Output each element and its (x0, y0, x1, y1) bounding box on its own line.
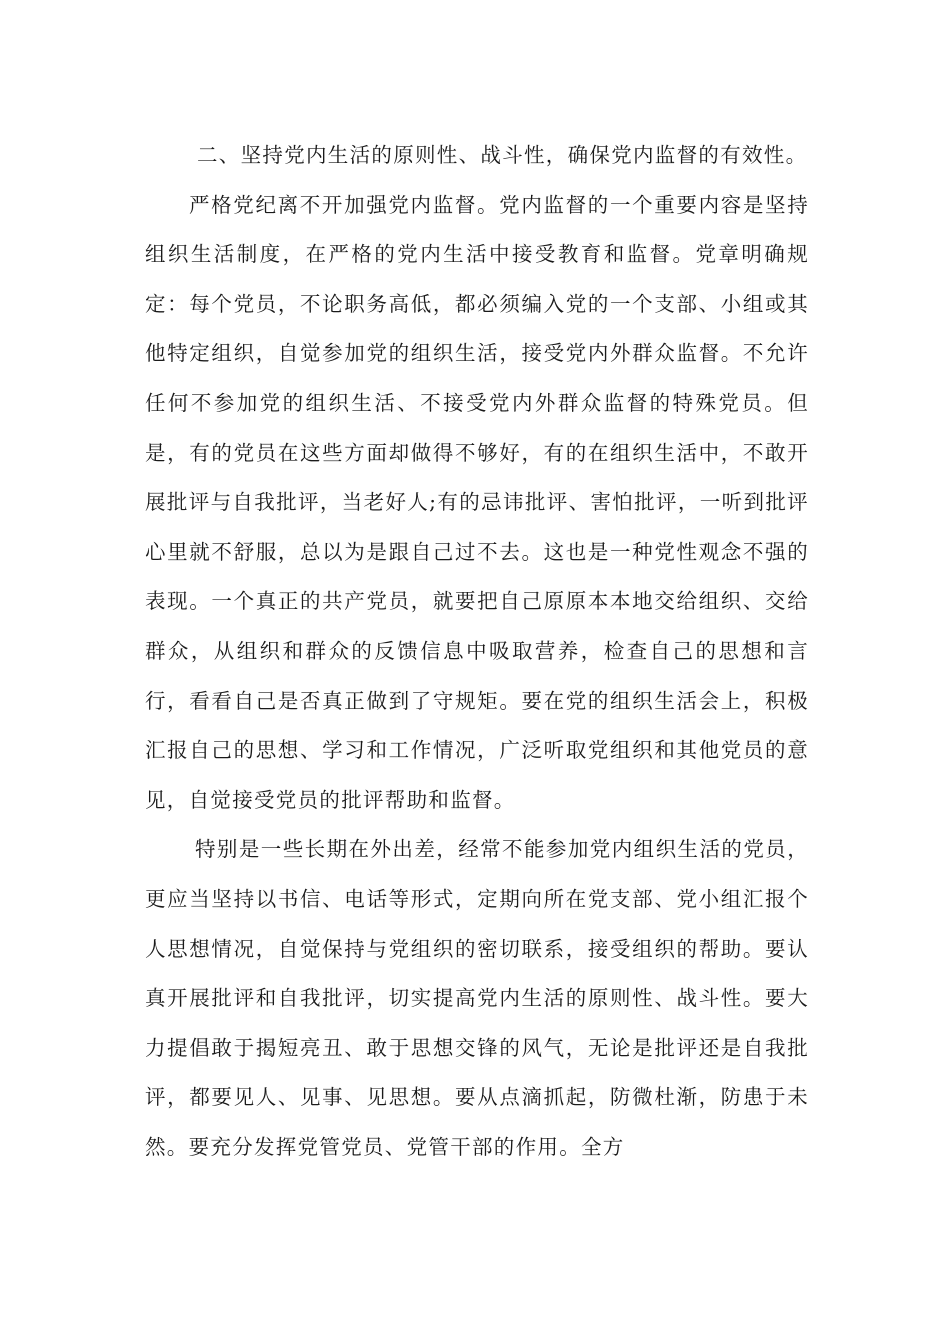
body-paragraph: 严格党纪离不开加强党内监督。党内监督的一个重要内容是坚持组织生活制度，在严格的党内生活中接受教育和监督。党章明确规定：每个党员，不论职务高低，都必须编入党的一个支部、小组或其他特定组织，自觉参加党的组织生活，接受党内外群众监督。不允许任何不参加党的组织生活、不接受党内外群众监督的特殊党员。但是，有的党员在这些方面却做得不够好，有的在组织生活中，不敢开展批评与自我批评，当老好人;有的忌讳批评、害怕批评，一听到批评心里就不舒服，总以为是跟自己过不去。这也是一种党性观念不强的表现。一个真正的共产党员，就要把自己原原本本地交给组织、交给群众，从组织和群众的反馈信息中吸取营养，检查自己的思想和言行，看看自己是否真正做到了守规矩。要在党的组织生活会上，积极汇报自己的思想、学习和工作情况，广泛听取党组织和其他党员的意见，自觉接受党员的批评帮助和监督。 (145, 192, 809, 812)
section-heading: 二、坚持党内生活的原则性、战斗性，确保党内监督的有效性。 (197, 143, 808, 167)
document-body (145, 131, 809, 1172)
body-paragraph: 特别是一些长期在外出差，经常不能参加党内组织生活的党员，更应当坚持以书信、电话等形式，定期向所在党支部、党小组汇报个人思想情况，自觉保持与党组织的密切联系，接受组织的帮助。要认真开展批评和自我批评，切实提高党内生活的原则性、战斗性。要大力提倡敢于揭短亮丑、敢于思想交锋的风气，无论是批评还是自我批评，都要见人、见事、见思想。要从点滴抓起，防微杜渐，防患于未然。要充分发挥党管党员、党管干部的作用。全方 (145, 837, 809, 1159)
